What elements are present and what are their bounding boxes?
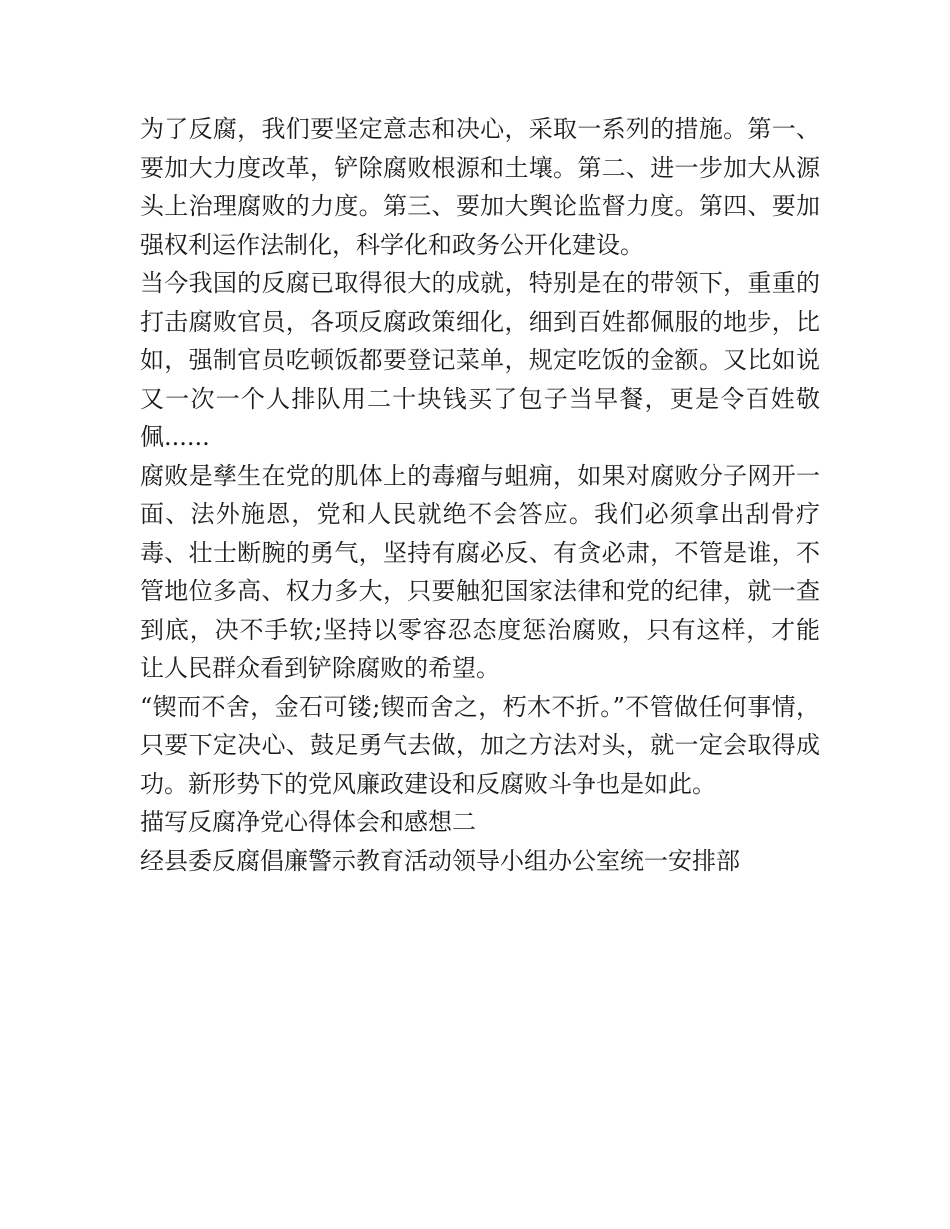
paragraph-achievements: 当今我国的反腐已取得很大的成就，特别是在的带领下，重重的打击腐败官员，各项反腐政策细化，细到百姓都佩服的地步，比如，强制官员吃顿饭都要登记菜单，规定吃饭的金额。又比如说又一次一个人排队用二十块钱买了包子当早餐，更是令百姓敬佩...... [140, 269, 820, 451]
paragraph-perseverance: “锲而不舍，金石可镂;锲而舍之，朽木不折。”不管做任何事情，只要下定决心、鼓足勇气去做，加之方法对头，就一定会取得成功。新形势下的党风廉政建设和反腐败斗争也是如此。 [140, 692, 820, 798]
paragraph-county-arrangement: 经县委反腐倡廉警示教育活动领导小组办公室统一安排部 [140, 846, 740, 875]
paragraph-zero-tolerance: 腐败是孳生在党的肌体上的毒瘤与蛆痈，如果对腐败分子网开一面、法外施恩，党和人民就绝不会答应。我们必须拿出刮骨疗毒、壮士断腕的勇气，坚持有腐必反、有贪必肃，不管是谁，不管地位多高、权力多大，只要触犯国家法律和党的纪律，就一查到底，决不手软;坚持以零容忍态度惩治腐败，只有这样，才能让人民群众看到铲除腐败的希望。 [140, 461, 820, 682]
document-body [140, 110, 820, 880]
paragraph-anti-corruption-measures: 为了反腐，我们要坚定意志和决心，采取一系列的措施。第一、要加大力度改革，铲除腐败根源和土壤。第二、进一步加大从源头上治理腐败的力度。第三、要加大舆论监督力度。第四、要加强权利运作法制化，科学化和政务公开化建设。 [140, 115, 820, 259]
section-title: 描写反腐净党心得体会和感想二 [140, 808, 476, 836]
